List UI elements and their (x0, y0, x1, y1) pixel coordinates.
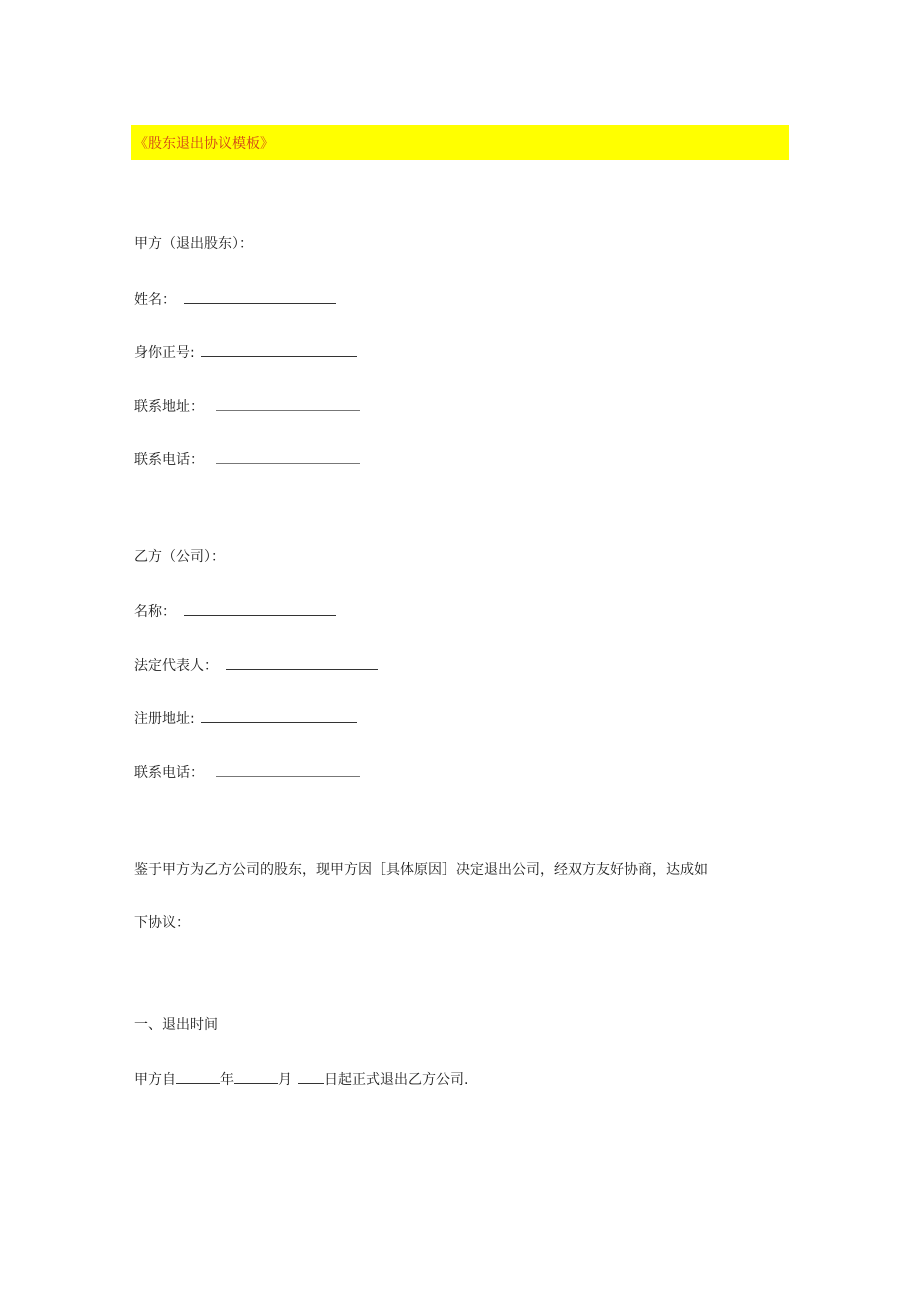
party-a-id-label: 身你正号: (134, 345, 195, 361)
party-a-name-row (134, 289, 336, 309)
exit-date-suffix: 日起正式退出乙方公司. (324, 1072, 469, 1088)
exit-day-field[interactable] (298, 1069, 324, 1084)
party-a-phone-field[interactable] (216, 449, 360, 464)
party-b-rep-row (134, 655, 378, 675)
document-title: 《股东退出协议模板》 (134, 136, 274, 152)
party-a-name-field[interactable] (184, 289, 336, 304)
section-1-text (134, 1069, 468, 1089)
year-label: 年 (220, 1072, 234, 1088)
party-b-address-row (134, 708, 357, 728)
exit-year-field[interactable] (176, 1069, 220, 1084)
party-b-name-field[interactable] (184, 601, 336, 616)
party-a-phone-row (134, 449, 360, 469)
party-a-id-row (134, 342, 357, 362)
party-b-phone-field[interactable] (216, 762, 360, 777)
party-a-id-field[interactable] (201, 342, 357, 357)
party-b-name-label: 名称： (134, 604, 176, 620)
party-a-phone-label: 联系电话： (134, 452, 204, 468)
party-b-rep-label: 法定代表人： (134, 658, 218, 674)
party-b-address-label: 注册地址: (134, 711, 195, 727)
party-b-name-row (134, 601, 336, 621)
preamble-line-1: 鉴于甲方为乙方公司的股东，现甲方因［具体原因］决定退出公司，经双方友好协商，达成如 (134, 862, 708, 878)
party-a-address-row (134, 396, 360, 416)
party-b-rep-field[interactable] (226, 655, 378, 670)
party-b-phone-label: 联系电话： (134, 765, 204, 781)
party-a-address-field[interactable] (216, 396, 360, 411)
party-b-address-field[interactable] (201, 708, 357, 723)
party-a-address-label: 联系地址： (134, 399, 204, 415)
exit-month-field[interactable] (234, 1069, 278, 1084)
preamble-line-2: 下协议： (134, 915, 190, 931)
party-b-heading: 乙方（公司）： (134, 549, 225, 565)
month-label: 月 (278, 1072, 292, 1088)
party-b-phone-row (134, 762, 360, 782)
party-a-heading: 甲方（退出股东）： (134, 236, 253, 252)
party-a-name-label: 姓名： (134, 292, 176, 308)
exit-date-prefix: 甲方自 (134, 1072, 176, 1088)
section-1-heading: 一、退出时间 (134, 1017, 218, 1033)
